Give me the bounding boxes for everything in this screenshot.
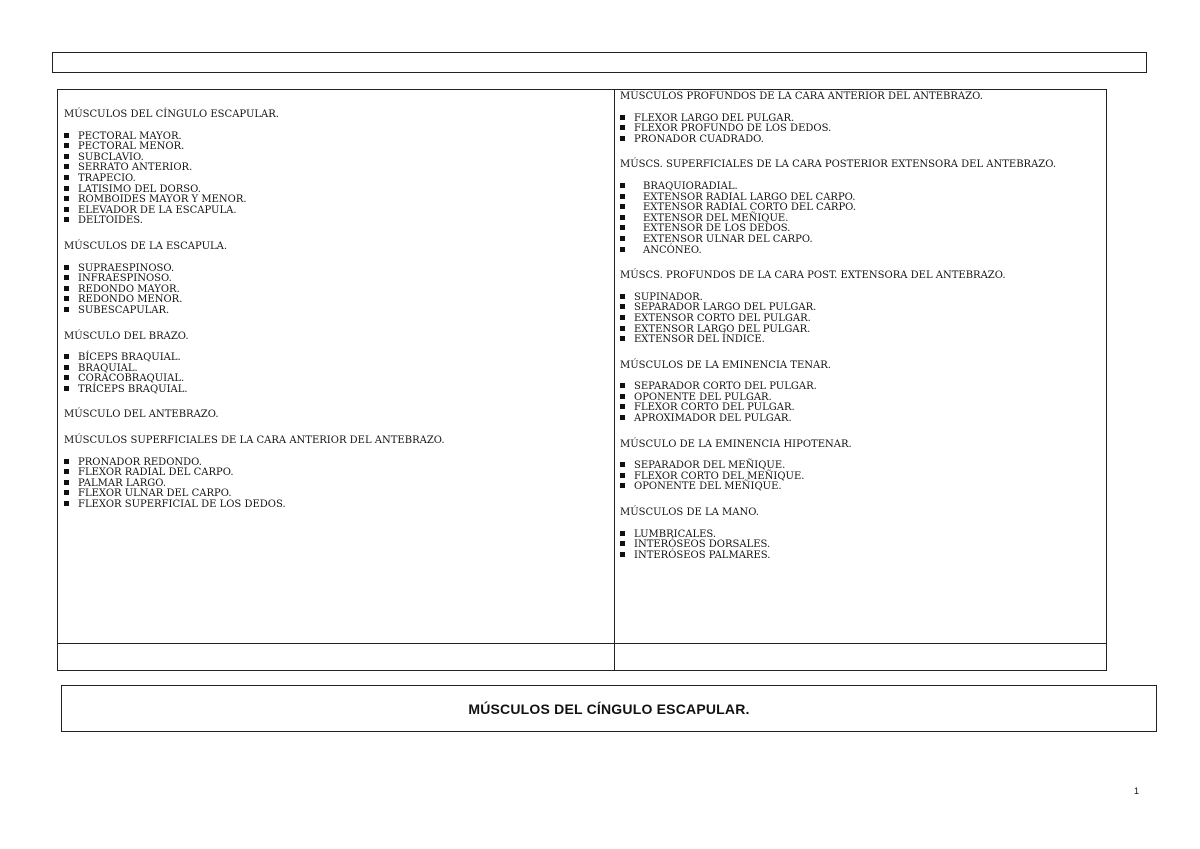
square-bullet-icon bbox=[620, 136, 625, 141]
square-bullet-icon bbox=[64, 143, 69, 148]
muscle-name: INFRAESPINOSO. bbox=[78, 273, 172, 285]
list-item bbox=[620, 246, 1106, 257]
square-bullet-icon bbox=[620, 125, 625, 130]
left-column bbox=[64, 90, 604, 511]
muscle-name: SUPINADOR. bbox=[634, 291, 703, 303]
muscle-name: ELEVADOR DE LA ESCAPULA. bbox=[78, 204, 237, 216]
square-bullet-icon bbox=[620, 194, 625, 199]
square-bullet-icon bbox=[64, 207, 69, 212]
square-bullet-icon bbox=[620, 473, 625, 478]
list-item bbox=[64, 385, 604, 396]
square-bullet-icon bbox=[64, 265, 69, 270]
section-heading: MÚSCULO DEL ANTEBRAZO. bbox=[64, 409, 219, 421]
muscle-name: OPONENTE DEL MEÑIQUE. bbox=[634, 481, 782, 493]
row-divider bbox=[58, 643, 1106, 644]
muscle-list bbox=[620, 182, 1106, 256]
muscle-name: ROMBOIDES MAYOR Y MENOR. bbox=[78, 194, 247, 206]
square-bullet-icon bbox=[64, 365, 69, 370]
muscle-name: SEPARADOR CORTO DEL PULGAR. bbox=[634, 381, 817, 393]
section-heading: MÚSCULO DE LA EMINENCIA HIPOTENAR. bbox=[620, 438, 852, 450]
muscle-list bbox=[620, 530, 1106, 562]
square-bullet-icon bbox=[64, 501, 69, 506]
muscle-name: BRAQUIAL. bbox=[78, 362, 138, 374]
section-heading: MÚSCULOS DE LA EMINENCIA TENAR. bbox=[620, 359, 831, 371]
muscle-name: EXTENSOR LARGO DEL PULGAR. bbox=[634, 323, 811, 335]
list-item bbox=[64, 353, 604, 364]
square-bullet-icon bbox=[64, 164, 69, 169]
muscle-name: PECTORAL MAYOR. bbox=[78, 130, 182, 142]
muscle-name: BRAQUIORADIAL. bbox=[643, 180, 738, 192]
muscle-name: FLEXOR PROFUNDO DE LOS DEDOS. bbox=[634, 123, 832, 135]
muscle-name: EXTENSOR DEL MEÑIQUE. bbox=[643, 212, 789, 224]
muscle-name: EXTENSOR RADIAL CORTO DEL CARPO. bbox=[643, 202, 856, 214]
section-heading: MÚSCULOS PROFUNDOS DE LA CARA ANTERIOR DEL ANTEBRAZO. bbox=[620, 91, 983, 102]
section-heading: MÚSCS. SUPERFICIALES DE LA CARA POSTERIOR EXTENSORA DEL ANTEBRAZO. bbox=[620, 159, 1057, 171]
muscle-name: FLEXOR SUPERFICIAL DE LOS DEDOS. bbox=[78, 499, 286, 511]
muscle-name: SUBESCAPULAR. bbox=[78, 304, 170, 316]
square-bullet-icon bbox=[620, 404, 625, 409]
square-bullet-icon bbox=[620, 247, 625, 252]
section-heading: MÚSCULOS DEL CÍNGULO ESCAPULAR. bbox=[64, 109, 279, 120]
square-bullet-icon bbox=[620, 394, 625, 399]
muscle-table bbox=[57, 89, 1107, 671]
muscle-name: PRONADOR CUADRADO. bbox=[634, 133, 764, 145]
square-bullet-icon bbox=[620, 483, 625, 488]
square-bullet-icon bbox=[64, 375, 69, 380]
column-divider bbox=[614, 90, 615, 670]
muscle-name: EXTENSOR RADIAL LARGO DEL CARPO. bbox=[643, 191, 856, 203]
section-heading: MÚSCULOS SUPERFICIALES DE LA CARA ANTERIOR DEL ANTEBRAZO. bbox=[64, 435, 445, 447]
muscle-name: ANCÓNEO. bbox=[643, 244, 702, 256]
section-heading: MÚSCULOS DE LA MANO. bbox=[620, 507, 760, 519]
muscle-name: SUPRAESPINOSO. bbox=[78, 262, 175, 274]
header-frame bbox=[52, 52, 1147, 73]
muscle-name: SEPARADOR DEL MEÑIQUE. bbox=[634, 460, 786, 472]
page-number: 1 bbox=[1134, 786, 1140, 796]
section-heading: MÚSCS. PROFUNDOS DE LA CARA POST. EXTENSORA DEL ANTEBRAZO. bbox=[620, 270, 1006, 282]
muscle-name: SEPARADOR LARGO DEL PULGAR. bbox=[634, 302, 817, 314]
muscle-name: SUBCLAVIO. bbox=[78, 151, 144, 163]
square-bullet-icon bbox=[620, 383, 625, 388]
muscle-name: FLEXOR RADIAL DEL CARPO. bbox=[78, 467, 234, 479]
muscle-name: EXTENSOR DEL ÍNDICE. bbox=[634, 334, 765, 346]
list-item bbox=[620, 482, 1106, 493]
list-item bbox=[620, 414, 1106, 425]
muscle-name: OPONENTE DEL PULGAR. bbox=[634, 391, 772, 403]
square-bullet-icon bbox=[64, 133, 69, 138]
list-item bbox=[64, 500, 604, 511]
section-heading: MÚSCULO DEL BRAZO. bbox=[64, 330, 189, 342]
muscle-name: DELTOIDES. bbox=[78, 215, 143, 227]
muscle-name: REDONDO MENOR. bbox=[78, 294, 183, 306]
square-bullet-icon bbox=[620, 315, 625, 320]
list-item bbox=[620, 551, 1106, 562]
square-bullet-icon bbox=[620, 336, 625, 341]
muscle-name: BÍCEPS BRAQUIAL. bbox=[78, 352, 181, 364]
muscle-name: FLEXOR CORTO DEL PULGAR. bbox=[634, 402, 795, 414]
muscle-name: REDONDO MAYOR. bbox=[78, 283, 180, 295]
square-bullet-icon bbox=[64, 386, 69, 391]
muscle-list bbox=[64, 132, 604, 227]
list-item bbox=[64, 306, 604, 317]
square-bullet-icon bbox=[64, 154, 69, 159]
muscle-name: FLEXOR ULNAR DEL CARPO. bbox=[78, 488, 232, 500]
square-bullet-icon bbox=[64, 286, 69, 291]
muscle-name: PECTORAL MENOR. bbox=[78, 141, 185, 153]
square-bullet-icon bbox=[620, 326, 625, 331]
muscle-name: INTERÓSEOS DORSALES. bbox=[634, 539, 771, 551]
square-bullet-icon bbox=[64, 186, 69, 191]
muscle-list bbox=[620, 114, 1106, 146]
muscle-name: FLEXOR CORTO DEL MEÑIQUE. bbox=[634, 470, 805, 482]
muscle-name: EXTENSOR ULNAR DEL CARPO. bbox=[643, 233, 813, 245]
list-item bbox=[64, 216, 604, 227]
muscle-list bbox=[64, 264, 604, 317]
square-bullet-icon bbox=[64, 175, 69, 180]
muscle-name: APROXIMADOR DEL PULGAR. bbox=[634, 413, 792, 425]
muscle-list bbox=[64, 458, 604, 511]
muscle-name: TRÍCEPS BRAQUIAL. bbox=[78, 383, 188, 395]
muscle-name: PALMAR LARGO. bbox=[78, 477, 167, 489]
list-item bbox=[64, 163, 604, 174]
section-heading: MÚSCULOS DE LA ESCAPULA. bbox=[64, 240, 228, 252]
list-item bbox=[64, 142, 604, 153]
list-item bbox=[620, 135, 1106, 146]
square-bullet-icon bbox=[620, 304, 625, 309]
list-item bbox=[64, 206, 604, 217]
square-bullet-icon bbox=[620, 204, 625, 209]
square-bullet-icon bbox=[64, 275, 69, 280]
square-bullet-icon bbox=[620, 294, 625, 299]
square-bullet-icon bbox=[64, 490, 69, 495]
muscle-name: INTERÓSEOS PALMARES. bbox=[634, 549, 771, 561]
muscle-name: EXTENSOR DE LOS DEDOS. bbox=[643, 223, 791, 235]
square-bullet-icon bbox=[64, 296, 69, 301]
muscle-list bbox=[620, 461, 1106, 493]
square-bullet-icon bbox=[64, 459, 69, 464]
square-bullet-icon bbox=[64, 480, 69, 485]
muscle-name: FLEXOR LARGO DEL PULGAR. bbox=[634, 112, 795, 124]
list-item bbox=[620, 335, 1106, 346]
square-bullet-icon bbox=[620, 236, 625, 241]
square-bullet-icon bbox=[620, 552, 625, 557]
bottom-title: MÚSCULOS DEL CÍNGULO ESCAPULAR. bbox=[468, 700, 750, 717]
title-frame bbox=[61, 685, 1157, 732]
muscle-name: LATISIMO DEL DORSO. bbox=[78, 183, 201, 195]
square-bullet-icon bbox=[64, 354, 69, 359]
square-bullet-icon bbox=[64, 307, 69, 312]
square-bullet-icon bbox=[620, 462, 625, 467]
square-bullet-icon bbox=[620, 183, 625, 188]
square-bullet-icon bbox=[620, 541, 625, 546]
square-bullet-icon bbox=[620, 115, 625, 120]
muscle-list bbox=[620, 293, 1106, 346]
muscle-list bbox=[64, 353, 604, 395]
square-bullet-icon bbox=[620, 531, 625, 536]
square-bullet-icon bbox=[620, 215, 625, 220]
right-column bbox=[620, 90, 1106, 561]
muscle-name: CORACOBRAQUIAL. bbox=[78, 373, 185, 385]
square-bullet-icon bbox=[620, 415, 625, 420]
muscle-name: SERRATO ANTERIOR. bbox=[78, 162, 193, 174]
muscle-name: PRONADOR REDONDO. bbox=[78, 456, 202, 468]
square-bullet-icon bbox=[64, 196, 69, 201]
square-bullet-icon bbox=[620, 225, 625, 230]
muscle-name: TRAPECIO. bbox=[78, 172, 136, 184]
muscle-name: LUMBRICALES. bbox=[634, 528, 717, 540]
muscle-name: EXTENSOR CORTO DEL PULGAR. bbox=[634, 312, 811, 324]
square-bullet-icon bbox=[64, 469, 69, 474]
muscle-list bbox=[620, 382, 1106, 424]
square-bullet-icon bbox=[64, 217, 69, 222]
